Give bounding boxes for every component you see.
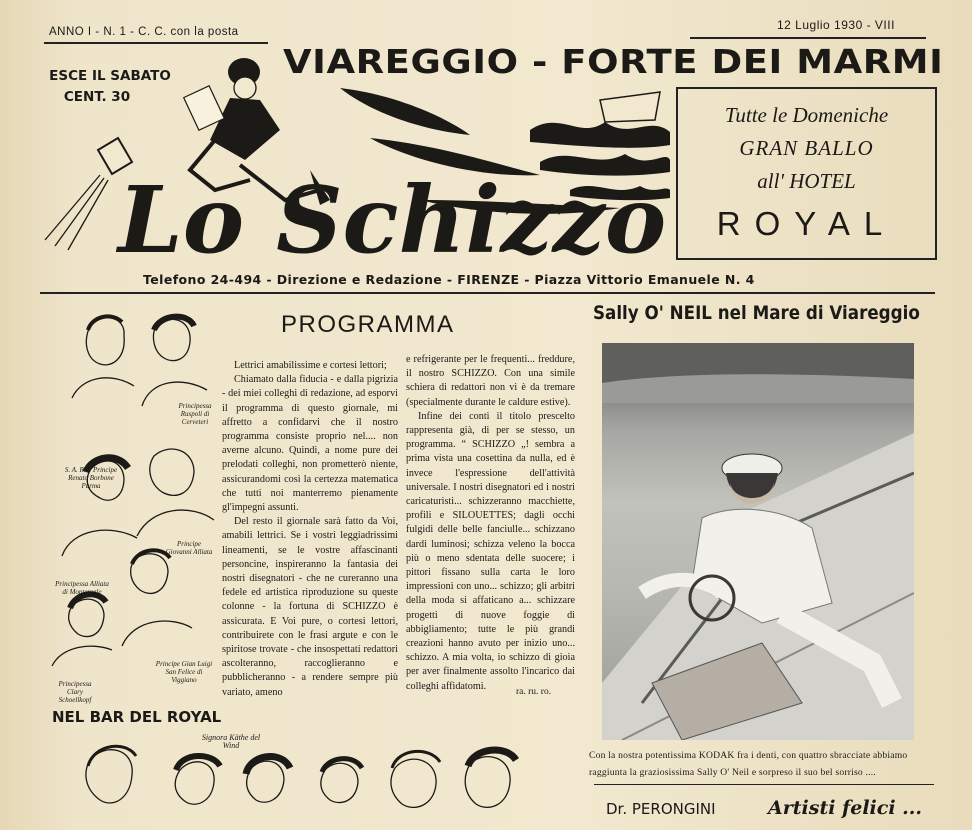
paragraph: Chiamato dalla fiducia - e dalla pigrizia - dei miei colleghi di redazione, ad esporvi il programma di questo giornale, mi affretto a confidarvi che il nostro programma consiste proprio nel.... non averne alcuno. Quindi, a nome pure dei prelodati colleghi, non prometterò niente, assicurandomi così la certezza matematica che tutti noi manterremo pienamente gl'impegni assunti. — [222, 374, 398, 514]
paragraph: e refrigerante per le frequenti... freddure, il nostro SCHIZZO. Con una simile schiera di redattori non vi è da tremare (specialmente durante le caldure estive). — [406, 354, 575, 408]
caption-rule — [594, 784, 934, 785]
logo-lettering: Lo Schizzo — [118, 166, 667, 270]
doctor-ad: Dr. PERONGINI — [606, 800, 716, 818]
boat-photo-illustration — [602, 343, 914, 740]
sally-title: Sally O' NEIL nel Mare di Viareggio — [593, 302, 920, 324]
ad-line-royal: ROYAL — [716, 205, 897, 242]
issue-date: 12 Luglio 1930 - VIII — [777, 18, 895, 32]
header-rule — [40, 292, 935, 294]
top-rule-left — [44, 42, 268, 44]
artisti-felici-heading: Artisti felici ... — [768, 797, 922, 819]
programma-title: PROGRAMMA — [281, 311, 455, 338]
caricature-label-2: S. A. R. il Principe Renato Borbone Parma — [64, 466, 118, 490]
price: CENT. 30 — [63, 89, 131, 105]
masthead-title: VIAREGGIO - FORTE DEI MARMI — [283, 42, 944, 81]
programma-column-1 — [222, 359, 398, 700]
sally-caption: Con la nostra potentissima KODAK fra i denti, con quattro sbracciate abbiamo raggiunta la graziosissima Sally O' Neil e sorpreso il suo bel sorriso .... — [589, 750, 908, 778]
programma-signature: ra. ru. ro. — [516, 687, 552, 697]
ad-line-sundays: Tutte le Domeniche — [724, 103, 889, 127]
bottom-caricatures-drawing — [60, 730, 540, 830]
bar-royal-caption: NEL BAR DEL ROYAL — [52, 708, 222, 726]
caricature-label-4: Principessa Alliata di Montereale — [55, 580, 109, 596]
paragraph: Infine dei conti il titolo prescelto rappresenta già, di per se stesso, un programma. “ SCHIZZO „! sembra a prima vista una cosettina da nulla, ed è invece l'espressione dell'attività universale. I nostri disegnatori ed i nostri caricaturisti... schizzeranno macchiette, profili e SILOUETTES; dagli occhi fulgidi delle belle fanciulle... schizzano dardi luminosi; schizza veleno la bocca più o meno sdentata delle suocere; i pittori fissano sulla carta le loro impressioni con uno... schizzo; gli arbitri della moda si affaticano a... schizzare progetti di nuove foggie di abbigliamento; tutte le più grandi creazioni hanno avuto per inizio uno... schizzo. A mia volta, io schizzo di gioia per aver finalmente assolto l'incarico dai colleghi affidatomi. — [406, 410, 575, 692]
bottom-caricature-label: Signora Käthe del Wind — [201, 733, 261, 750]
sally-oneil-photo — [602, 343, 914, 740]
speed-streak-icon — [340, 88, 470, 135]
ad-line-hotel: all' HOTEL — [757, 169, 856, 193]
caricature-label-3: Principe Giovanni Alliata — [165, 540, 213, 556]
contact-line: Telefono 24-494 - Direzione e Redazione - FIRENZE - Piazza Vittorio Emanuele N. 4 — [143, 272, 755, 287]
hotel-royal-ad — [676, 87, 937, 260]
publication-day: ESCE IL SABATO — [49, 68, 171, 84]
caricature-label-1: Principessa Ruspoli di Cerveteri — [178, 402, 212, 426]
issue-number: ANNO I - N. 1 - C. C. con la posta — [49, 26, 239, 38]
caricature-label-5: Principe Gian Luigi San Felice di Viggiano — [155, 660, 213, 684]
top-rule-right — [690, 37, 926, 39]
lo-schizzo-logo — [40, 50, 670, 270]
paragraph: Lettrici amabilissime e cortesi lettori; — [234, 360, 387, 371]
ad-line-gran-ballo: GRAN BALLO — [739, 136, 874, 160]
paragraph: Del resto il giornale sarà fatto da Voi, amabili lettrici. Se i vostri leggiadrissimi lineamenti, se le vostre affascinanti personcine, inspireranno la fantasia dei nostri disegnatori - che ne cureranno una fedele ed artistica riproduzione su queste colonne - la fortuna di SCHIZZO è assicurata. E Voi pure, o cortesi lettori, contribuirete con le frasi argute e con le spiritose trovate - che insospettati redattori ascolteranno, raccoglieranno e pubblicheranno - a rendere sempre più variato, ameno — [222, 516, 398, 698]
caricature-label-6: Principessa Clary Schoellkopf — [58, 680, 92, 704]
programma-column-2 — [406, 353, 575, 694]
